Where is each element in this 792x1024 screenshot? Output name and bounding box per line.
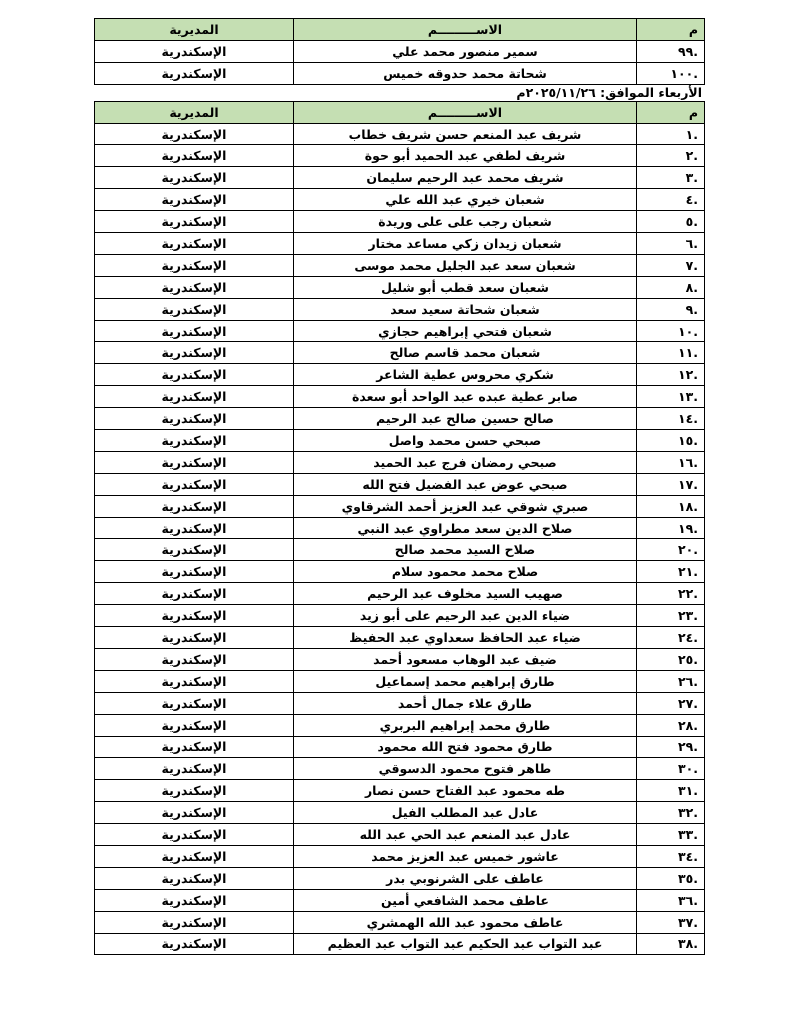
directorate-name: الإسكندرية — [95, 583, 294, 605]
directorate-name: الإسكندرية — [95, 517, 294, 539]
directorate-name: الإسكندرية — [95, 167, 294, 189]
directorate-name: الإسكندرية — [95, 802, 294, 824]
row-number: .٣١ — [637, 780, 705, 802]
table-header-row — [95, 101, 705, 123]
table-row — [95, 824, 705, 846]
row-number: .٣٧ — [637, 911, 705, 933]
person-name: شعبان شحاتة سعيد سعد — [294, 298, 637, 320]
table-row — [95, 62, 705, 84]
table-row — [95, 933, 705, 955]
person-name: صبحي رمضان فرج عبد الحميد — [294, 451, 637, 473]
directorate-name: الإسكندرية — [95, 473, 294, 495]
row-number: .٣٥ — [637, 867, 705, 889]
table-row — [95, 40, 705, 62]
table-row — [95, 233, 705, 255]
table-row — [95, 692, 705, 714]
table-row — [95, 276, 705, 298]
row-number: .١٨ — [637, 495, 705, 517]
directorate-name: الإسكندرية — [95, 780, 294, 802]
person-name: شحاتة محمد حدوقه خميس — [294, 62, 637, 84]
column-header-number: م — [637, 101, 705, 123]
person-name: طه محمود عبد الفتاح حسن نصار — [294, 780, 637, 802]
row-number: .٣٨ — [637, 933, 705, 955]
row-number: .٦ — [637, 233, 705, 255]
table-body — [95, 40, 705, 84]
directorate-name: الإسكندرية — [95, 692, 294, 714]
row-number: .٢٩ — [637, 736, 705, 758]
row-number: .١٢ — [637, 364, 705, 386]
table-row — [95, 430, 705, 452]
directorate-name: الإسكندرية — [95, 648, 294, 670]
person-name: ضياء عبد الحافظ سعداوي عبد الحفيظ — [294, 627, 637, 649]
table-row — [95, 539, 705, 561]
table-row — [95, 408, 705, 430]
row-number: .٣٣ — [637, 824, 705, 846]
row-number: .١٤ — [637, 408, 705, 430]
column-header-directorate: المديرية — [95, 19, 294, 41]
person-name: شكري محروس عطية الشاعر — [294, 364, 637, 386]
table-row — [95, 583, 705, 605]
directorate-name: الإسكندرية — [95, 364, 294, 386]
directorate-name: الإسكندرية — [95, 189, 294, 211]
row-number: .٣٦ — [637, 889, 705, 911]
directorate-name: الإسكندرية — [95, 430, 294, 452]
person-name: صبحي عوض عبد الفضيل فتح الله — [294, 473, 637, 495]
row-number: .٢١ — [637, 561, 705, 583]
row-number: .٢ — [637, 145, 705, 167]
person-name: شعبان سعد عبد الجليل محمد موسى — [294, 254, 637, 276]
table-row — [95, 648, 705, 670]
directorate-name: الإسكندرية — [95, 736, 294, 758]
roster-table — [94, 101, 705, 956]
directorate-name: الإسكندرية — [95, 320, 294, 342]
person-name: شعبان رجب على على وريدة — [294, 211, 637, 233]
table-row — [95, 736, 705, 758]
person-name: صلاح محمد محمود سلام — [294, 561, 637, 583]
column-header-number: م — [637, 19, 705, 41]
row-number: .١٧ — [637, 473, 705, 495]
table-row — [95, 802, 705, 824]
directorate-name: الإسكندرية — [95, 211, 294, 233]
column-header-name: الاســـــــــم — [294, 101, 637, 123]
column-header-directorate: المديرية — [95, 101, 294, 123]
table-row — [95, 254, 705, 276]
person-name: شعبان سعد قطب أبو شليل — [294, 276, 637, 298]
table-row — [95, 517, 705, 539]
person-name: ضياء الدين عبد الرحيم على أبو زيد — [294, 605, 637, 627]
row-number: .١١ — [637, 342, 705, 364]
person-name: طاهر فتوح محمود الدسوقي — [294, 758, 637, 780]
row-number: .٩ — [637, 298, 705, 320]
person-name: صالح حسين صالح عبد الرحيم — [294, 408, 637, 430]
row-number: .٣٢ — [637, 802, 705, 824]
row-number: .٢٣ — [637, 605, 705, 627]
row-number: .١٩ — [637, 517, 705, 539]
directorate-name: الإسكندرية — [95, 845, 294, 867]
table-row — [95, 867, 705, 889]
row-number: .٧ — [637, 254, 705, 276]
person-name: عاطف على الشرنوبي بدر — [294, 867, 637, 889]
table-row — [95, 123, 705, 145]
directorate-name: الإسكندرية — [95, 62, 294, 84]
table-row — [95, 145, 705, 167]
row-number: .١ — [637, 123, 705, 145]
directorate-name: الإسكندرية — [95, 451, 294, 473]
directorate-name: الإسكندرية — [95, 758, 294, 780]
table-row — [95, 714, 705, 736]
person-name: عادل عبد المطلب الفيل — [294, 802, 637, 824]
person-name: شريف لطفي عبد الحميد أبو حوة — [294, 145, 637, 167]
directorate-name: الإسكندرية — [95, 605, 294, 627]
person-name: صلاح الدين سعد مطراوي عبد النبي — [294, 517, 637, 539]
directorate-name: الإسكندرية — [95, 539, 294, 561]
person-name: سمير منصور محمد علي — [294, 40, 637, 62]
row-number: .١٠٠ — [637, 62, 705, 84]
table-row — [95, 342, 705, 364]
directorate-name: الإسكندرية — [95, 408, 294, 430]
directorate-name: الإسكندرية — [95, 145, 294, 167]
row-number: .٥ — [637, 211, 705, 233]
table-row — [95, 780, 705, 802]
table-body — [95, 123, 705, 955]
table-row — [95, 605, 705, 627]
directorate-name: الإسكندرية — [95, 254, 294, 276]
table-row — [95, 211, 705, 233]
row-number: .١٣ — [637, 386, 705, 408]
person-name: شعبان فتحي إبراهيم حجازي — [294, 320, 637, 342]
person-name: صبحي حسن محمد واصل — [294, 430, 637, 452]
directorate-name: الإسكندرية — [95, 670, 294, 692]
table-row — [95, 670, 705, 692]
person-name: طارق محمد إبراهيم البربري — [294, 714, 637, 736]
directorate-name: الإسكندرية — [95, 40, 294, 62]
person-name: طارق إبراهيم محمد إسماعيل — [294, 670, 637, 692]
directorate-name: الإسكندرية — [95, 561, 294, 583]
row-number: .٢٦ — [637, 670, 705, 692]
session-date-line: الأربعاء الموافق: ٢٠٢٥/١١/٢٦م — [516, 84, 702, 100]
table-row — [95, 758, 705, 780]
row-number: .٤ — [637, 189, 705, 211]
person-name: شريف عبد المنعم حسن شريف خطاب — [294, 123, 637, 145]
row-number: .٢٨ — [637, 714, 705, 736]
table-row — [95, 889, 705, 911]
row-number: .٢٠ — [637, 539, 705, 561]
person-name: عاطف محمود عبد الله الهمشري — [294, 911, 637, 933]
directorate-name: الإسكندرية — [95, 627, 294, 649]
row-number: .٩٩ — [637, 40, 705, 62]
person-name: عادل عبد المنعم عبد الحي عبد الله — [294, 824, 637, 846]
directorate-name: الإسكندرية — [95, 714, 294, 736]
person-name: شعبان خيري عبد الله علي — [294, 189, 637, 211]
directorate-name: الإسكندرية — [95, 824, 294, 846]
table-header-row — [95, 19, 705, 41]
row-number: .٢٧ — [637, 692, 705, 714]
directorate-name: الإسكندرية — [95, 933, 294, 955]
table-row — [95, 386, 705, 408]
person-name: عبد التواب عبد الحكيم عبد التواب عبد العظيم — [294, 933, 637, 955]
person-name: شعبان زيدان زكي مساعد مختار — [294, 233, 637, 255]
row-number: .١٦ — [637, 451, 705, 473]
directorate-name: الإسكندرية — [95, 911, 294, 933]
table-row — [95, 473, 705, 495]
person-name: عاطف محمد الشافعي أمين — [294, 889, 637, 911]
table-row — [95, 495, 705, 517]
row-number: .٢٥ — [637, 648, 705, 670]
person-name: طارق محمود فتح الله محمود — [294, 736, 637, 758]
directorate-name: الإسكندرية — [95, 495, 294, 517]
person-name: عاشور خميس عبد العزيز محمد — [294, 845, 637, 867]
document-page — [94, 18, 704, 955]
person-name: صبري شوقي عبد العزيز أحمد الشرقاوي — [294, 495, 637, 517]
row-number: .٣٠ — [637, 758, 705, 780]
table-row — [95, 845, 705, 867]
directorate-name: الإسكندرية — [95, 276, 294, 298]
table-row — [95, 167, 705, 189]
person-name: صلاح السيد محمد صالح — [294, 539, 637, 561]
person-name: صابر عطية عبده عبد الواحد أبو سعدة — [294, 386, 637, 408]
row-number: .٣٤ — [637, 845, 705, 867]
table-row — [95, 451, 705, 473]
row-number: .١٥ — [637, 430, 705, 452]
person-name: طارق علاء جمال أحمد — [294, 692, 637, 714]
table-row — [95, 627, 705, 649]
row-number: .١٠ — [637, 320, 705, 342]
row-number: .٢٢ — [637, 583, 705, 605]
person-name: ضيف عبد الوهاب مسعود أحمد — [294, 648, 637, 670]
row-number: .٣ — [637, 167, 705, 189]
person-name: صهيب السيد مخلوف عبد الرحيم — [294, 583, 637, 605]
table-row — [95, 320, 705, 342]
table-row — [95, 189, 705, 211]
table-row — [95, 298, 705, 320]
table-row — [95, 561, 705, 583]
directorate-name: الإسكندرية — [95, 233, 294, 255]
directorate-name: الإسكندرية — [95, 867, 294, 889]
directorate-name: الإسكندرية — [95, 123, 294, 145]
row-number: .٨ — [637, 276, 705, 298]
roster-table-continued — [94, 18, 705, 85]
person-name: شريف محمد عبد الرحيم سليمان — [294, 167, 637, 189]
row-number: .٢٤ — [637, 627, 705, 649]
column-header-name: الاســـــــــم — [294, 19, 637, 41]
directorate-name: الإسكندرية — [95, 298, 294, 320]
directorate-name: الإسكندرية — [95, 342, 294, 364]
directorate-name: الإسكندرية — [95, 889, 294, 911]
directorate-name: الإسكندرية — [95, 386, 294, 408]
table-row — [95, 911, 705, 933]
table-row — [95, 364, 705, 386]
person-name: شعبان محمد قاسم صالح — [294, 342, 637, 364]
